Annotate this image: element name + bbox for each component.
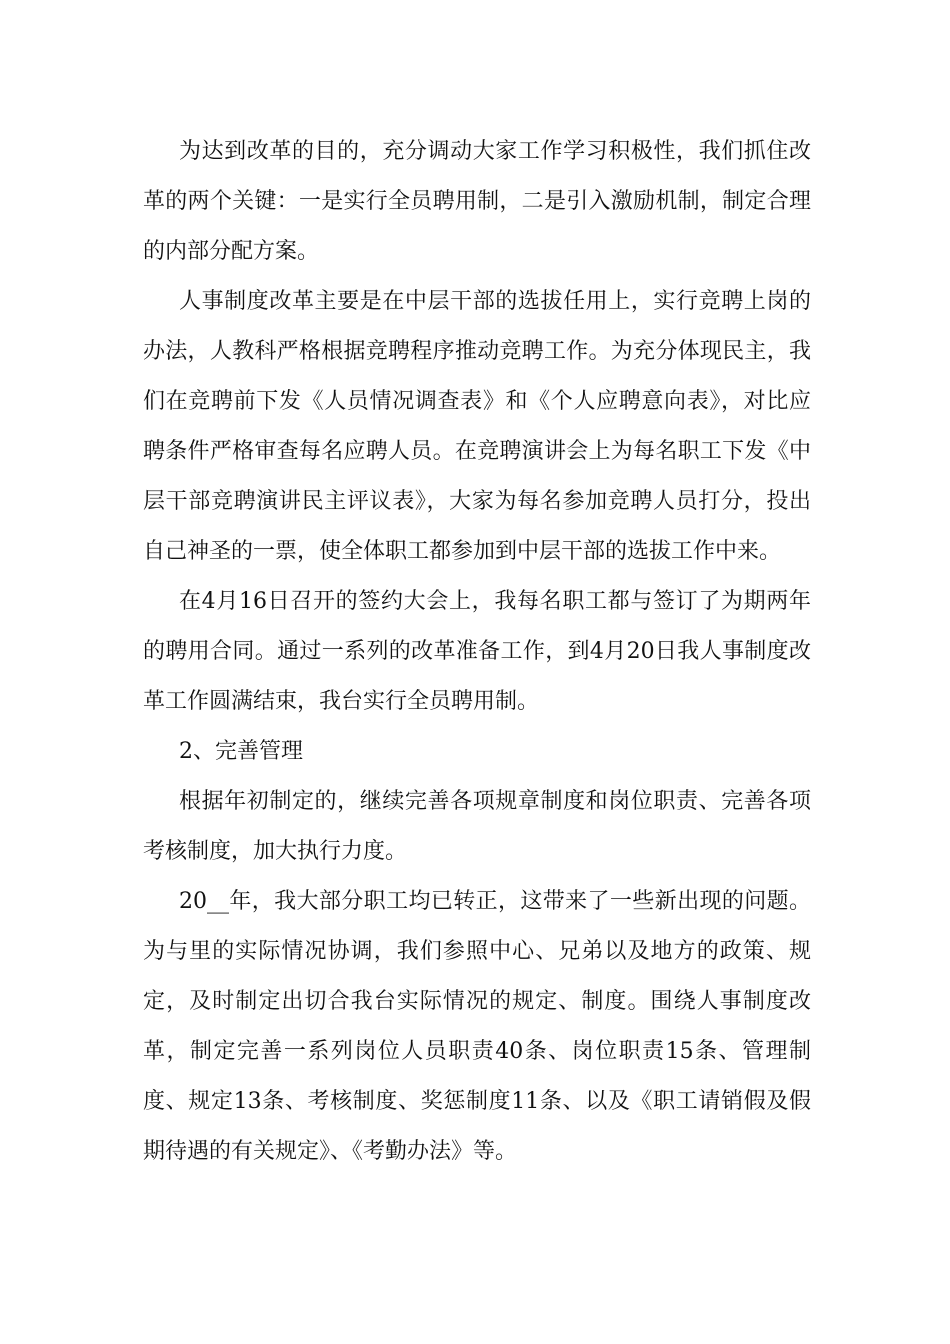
- paragraph-reform-keys: 为达到改革的目的，充分调动大家工作学习积极性，我们抓住改革的两个关键：一是实行全员聘用制，二是引入激励机制，制定合理的内部分配方案。: [143, 139, 811, 264]
- paragraph-contract-signing: 在4月16日召开的签约大会上，我每名职工都与签订了为期两年的聘用合同。通过一系列的改革准备工作，到4月20日我人事制度改革工作圆满结束，我台实行全员聘用制。: [143, 589, 811, 714]
- paragraph-improve-rules: 根据年初制定的，继续完善各项规章制度和岗位职责、完善各项考核制度，加大执行力度。: [143, 789, 811, 864]
- document-body: [143, 127, 811, 1177]
- paragraph-new-regulations: 20__年，我大部分职工均已转正，这带来了一些新出现的问题。为与里的实际情况协调，我们参照中心、兄弟以及地方的政策、规定，及时制定出切合我台实际情况的规定、制度。围绕人事制度改革，制定完善一系列岗位人员职责40条、岗位职责15条、管理制度、规定13条、考核制度、奖惩制度11条、以及《职工请销假及假期待遇的有关规定》、《考勤办法》等。: [143, 889, 811, 1164]
- paragraph-personnel-reform: 人事制度改革主要是在中层干部的选拔任用上，实行竞聘上岗的办法，人教科严格根据竞聘程序推动竞聘工作。为充分体现民主，我们在竞聘前下发《人员情况调查表》和《个人应聘意向表》，对比应聘条件严格审查每名应聘人员。在竞聘演讲会上为每名职工下发《中层干部竞聘演讲民主评议表》，大家为每名参加竞聘人员打分，投出自己神圣的一票，使全体职工都参加到中层干部的选拔工作中来。: [143, 289, 811, 564]
- section-heading-management: 2、完善管理: [179, 739, 303, 764]
